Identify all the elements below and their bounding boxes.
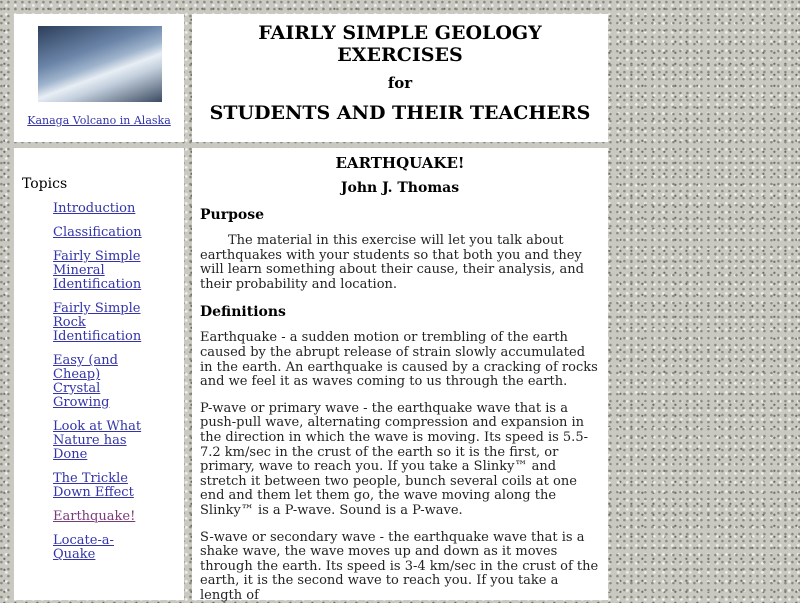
header-for: for [192, 74, 608, 92]
volcano-photo[interactable] [38, 26, 162, 102]
definition-s-wave: S-wave or secondary wave - the earthquake wave that is a shake wave, the wave moves up and down as it moves through the earth. Its speed is 3-4 km/sec in the crust of the earth, it is the second wave to reach you. If you take a length of [200, 531, 600, 603]
nav-earthquake[interactable]: Earthquake! [53, 510, 165, 524]
purpose-heading: Purpose [200, 207, 600, 224]
nav-classification[interactable]: Classification [53, 226, 165, 240]
definition-p-wave: P-wave or primary wave - the earthquake wave that is a push-pull wave, alternating compression and expansion in the direction in which the wave is moving. Its speed is 5.5-7.2 km/sec in the crust of the earth so it is the first, or primary, wave to reach you. If you take a Slinky™ and stretch it between two people, bunch several coils at one end and them let them go, the wave moving along the Slinky™ is a P-wave. Sound is a P-wave. [200, 402, 600, 519]
nav-nature[interactable]: Look at What Nature has Done [53, 420, 153, 462]
sidebar [14, 148, 184, 600]
purpose-text: The material in this exercise will let you talk about earthquakes with your students so that both you and they will learn something about their cause, their analysis, and their probability and location. [200, 234, 600, 292]
article-author: John J. Thomas [200, 180, 600, 197]
header-title-2: EXERCISES [192, 44, 608, 66]
nav-rock-identification[interactable]: Fairly Simple Rock Identification [53, 302, 148, 344]
header-title-1: FAIRLY SIMPLE GEOLOGY [192, 22, 608, 44]
nav-introduction[interactable]: Introduction [53, 202, 165, 216]
definition-earthquake: Earthquake - a sudden motion or trembling of the earth caused by the abrupt release of strain slowly accumulated in the earth. An earthquake is caused by a cracking of rocks and we feel it as waves coming to us through the earth. [200, 331, 600, 389]
definitions-heading: Definitions [200, 304, 600, 321]
photo-caption-link[interactable]: Kanaga Volcano in Alaska [14, 114, 184, 127]
main-content [192, 148, 608, 600]
nav-mineral-identification[interactable]: Fairly Simple Mineral Identification [53, 250, 148, 292]
nav-crystal-growing[interactable]: Easy (and Cheap) Crystal Growing [53, 354, 128, 410]
header-title-3: STUDENTS AND THEIR TEACHERS [192, 102, 608, 124]
nav-locate-a-quake[interactable]: Locate-a-Quake [53, 534, 123, 562]
nav-trickle-down[interactable]: The Trickle Down Effect [53, 472, 148, 500]
sidebar-title: Topics [22, 176, 184, 192]
article-title: EARTHQUAKE! [200, 154, 600, 172]
header-cell [192, 14, 608, 142]
